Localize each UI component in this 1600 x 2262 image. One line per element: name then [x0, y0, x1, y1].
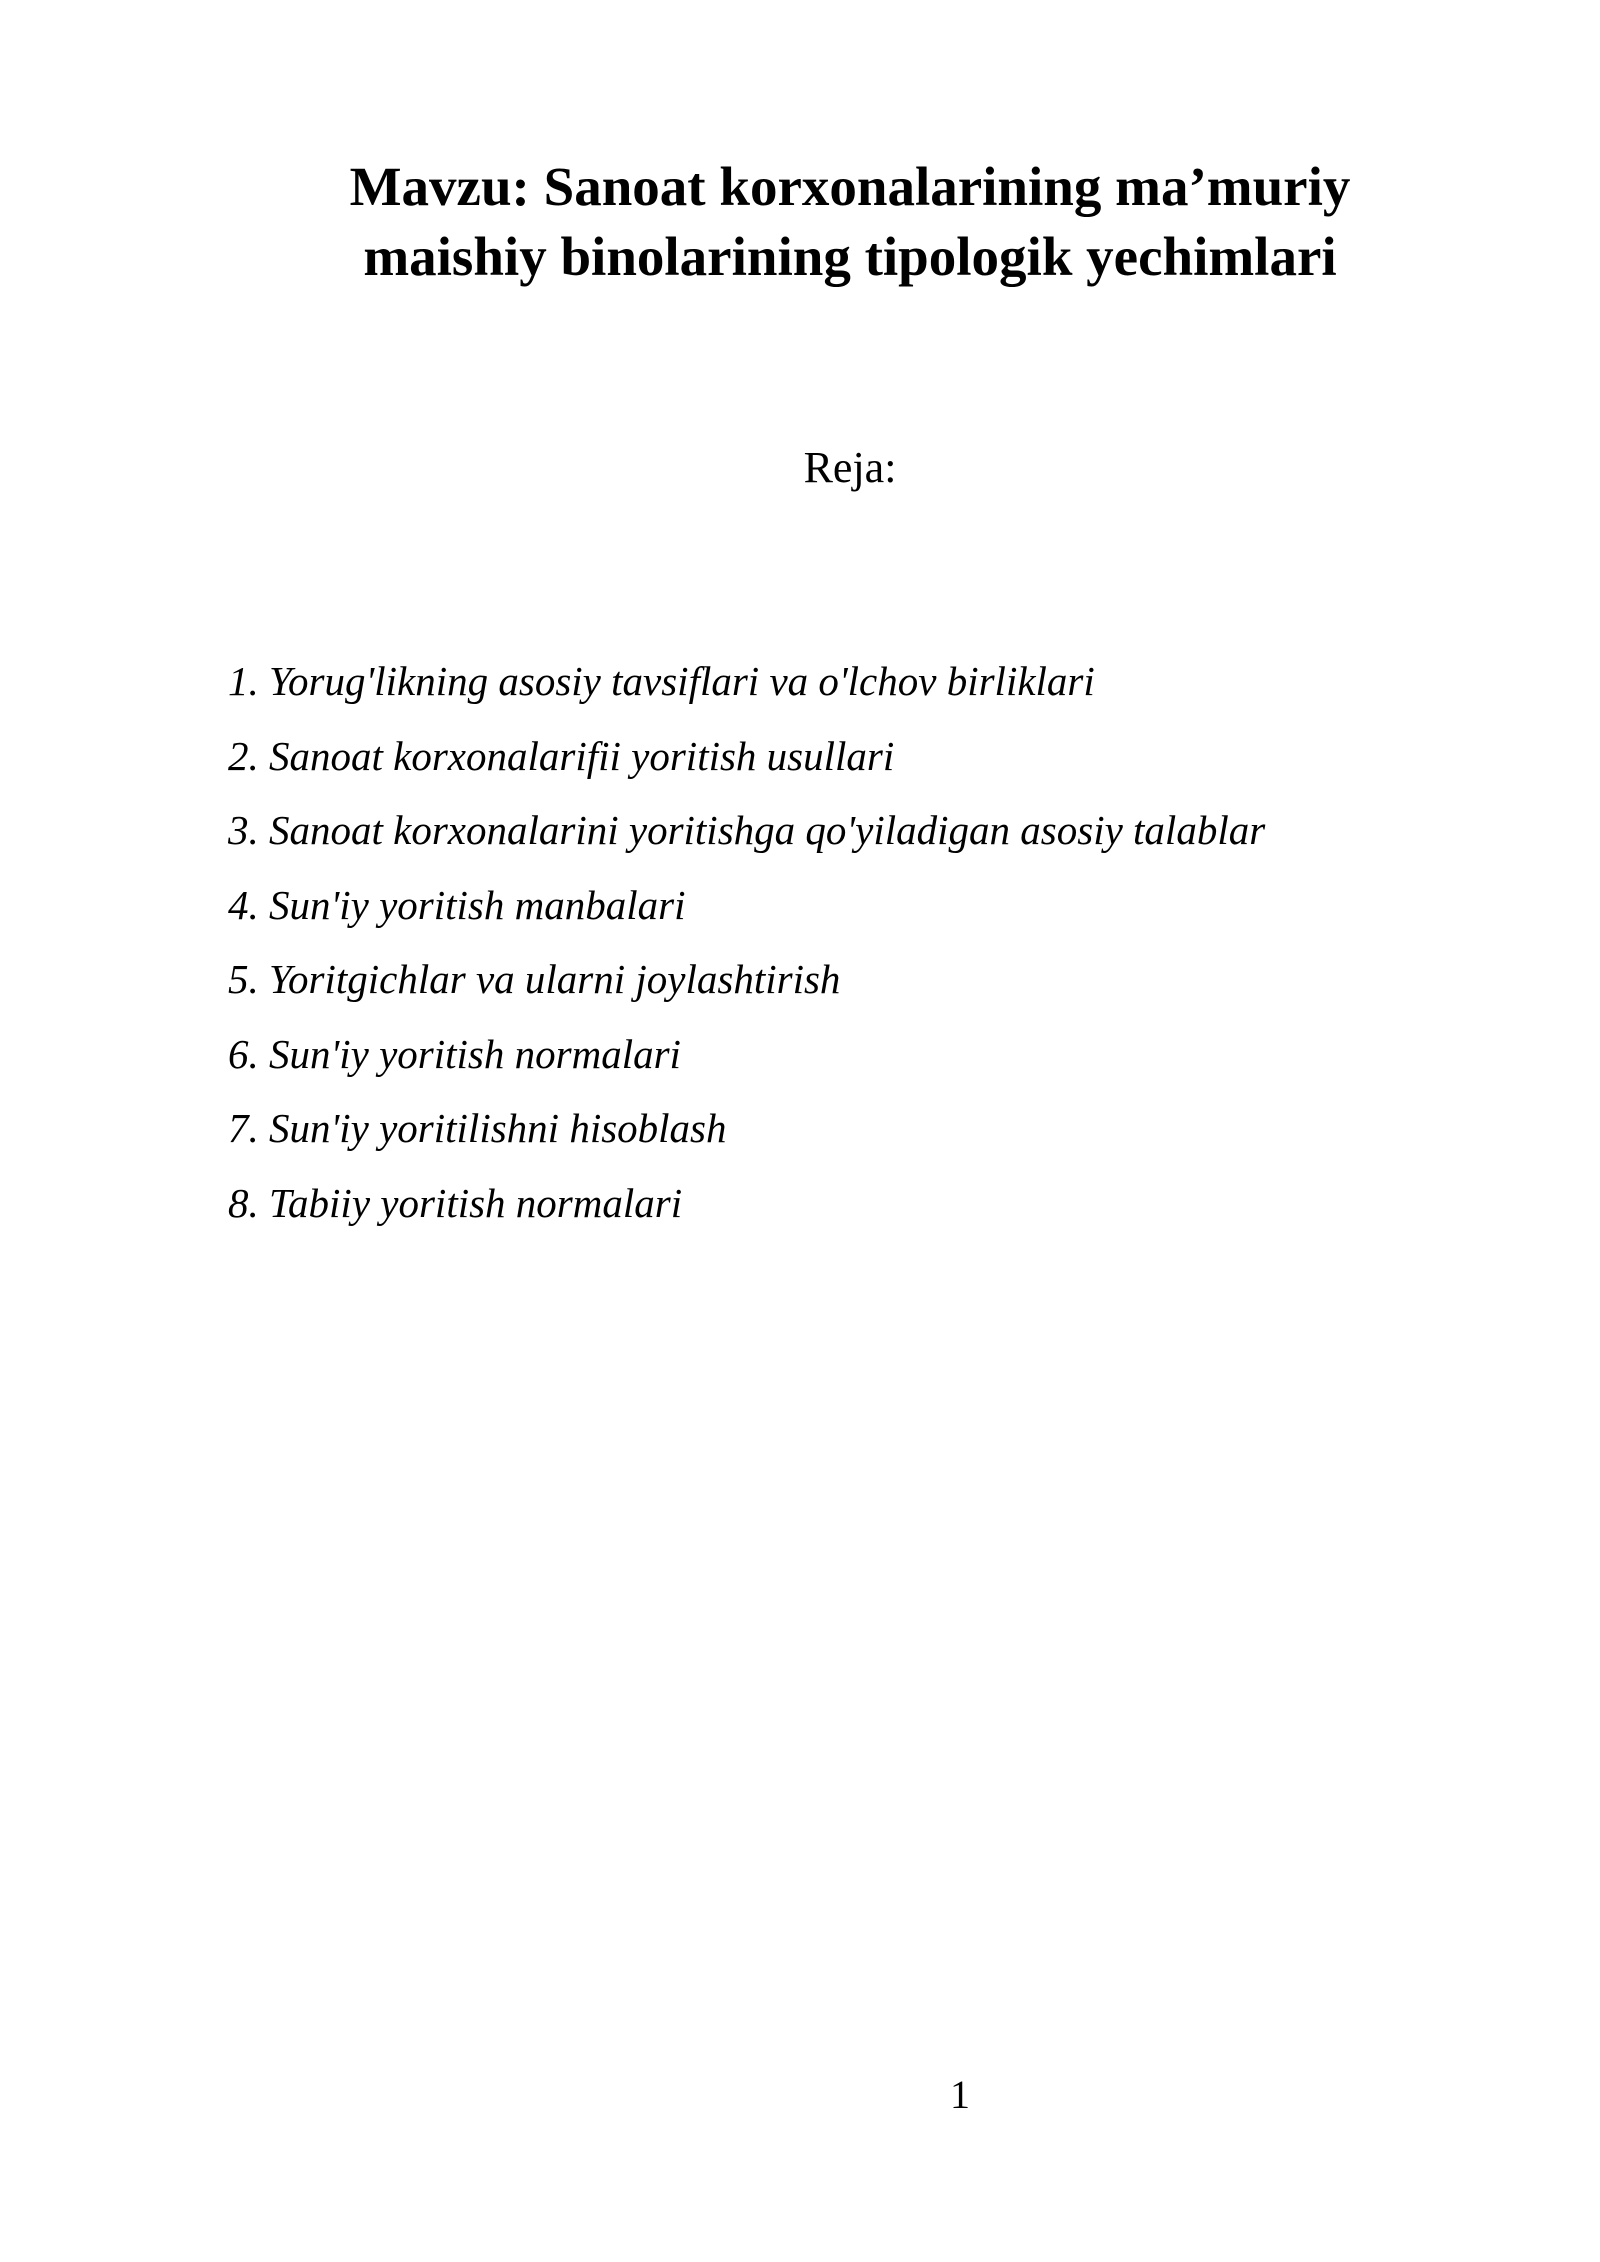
plan-heading: Reja: — [803, 443, 897, 492]
plan-item: 3. Sanoat korxonalarini yoritishga qo'yiladigan asosiy talablar — [228, 807, 1266, 853]
title-line-1: Mavzu: Sanoat korxonalarining ma’muriy — [349, 156, 1351, 217]
page-number: 1 — [950, 2072, 970, 2117]
plan-item: 7. Sun'iy yoritilishni hisoblash — [228, 1105, 727, 1151]
plan-item: 2. Sanoat korxonalarifii yoritish usullari — [228, 732, 895, 779]
plan-list — [228, 644, 1265, 1240]
plan-item: 1. Yorug'likning asosiy tavsiflari va o'lchov birliklari — [228, 658, 1095, 704]
plan-item: 6. Sun'iy yoritish normalari — [228, 1030, 681, 1077]
plan-item: 5. Yoritgichlar va ularni joylashtirish — [228, 956, 841, 1002]
plan-item: 4. Sun'iy yoritish manbalari — [228, 881, 686, 928]
title-line-2: maishiy binolarining tipologik yechimlari — [363, 226, 1337, 287]
document-title — [230, 152, 1470, 292]
plan-item: 8. Tabiiy yoritish normalari — [228, 1179, 683, 1226]
